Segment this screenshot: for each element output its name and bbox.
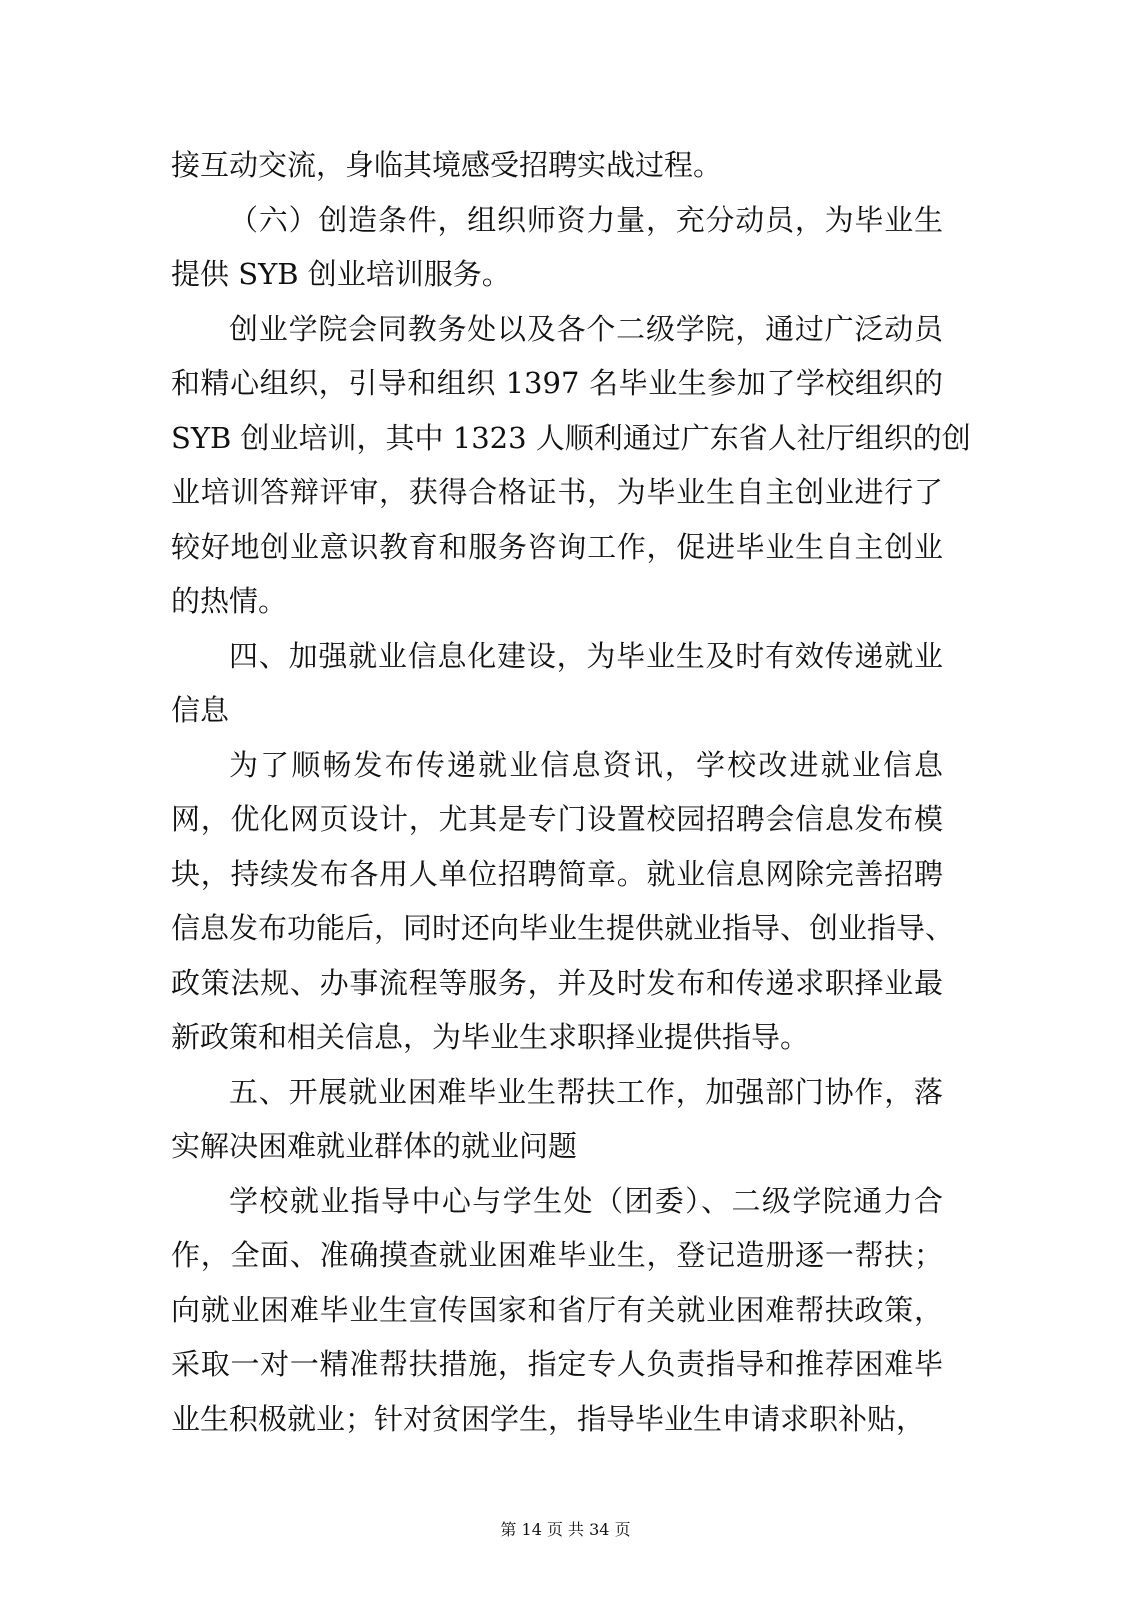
paragraph-line: 作，全面、准确摸查就业困难毕业生，登记造册逐一帮扶； [171, 1238, 943, 1272]
paragraph-line: （六）创造条件，组织师资力量，充分动员，为毕业生 [229, 202, 943, 237]
paragraph-line: 业生积极就业；针对贫困学生，指导毕业生申请求职补贴， [171, 1401, 926, 1436]
paragraph-line: 业培训答辩评审，获得合格证书，为毕业生自主创业进行了 [171, 475, 943, 509]
paragraph-line: 网，优化网页设计，尤其是专门设置校园招聘会信息发布模 [171, 802, 943, 836]
paragraph-line: 政策法规、办事流程等服务，并及时发布和传递求职择业最 [171, 965, 943, 1000]
paragraph-line: 五、开展就业困难毕业生帮扶工作，加强部门协作，落 [229, 1074, 943, 1109]
paragraph-line: 为了顺畅发布传递就业信息资讯，学校改进就业信息 [229, 747, 943, 782]
paragraph-line: 向就业困难毕业生宣传国家和省厅有关就业困难帮扶政策， [171, 1292, 943, 1327]
paragraph-line: 创业学院会同教务处以及各个二级学院，通过广泛动员 [229, 311, 943, 346]
paragraph-line: SYB 创业培训，其中 1323 人顺利通过广东省人社厅组织的创 [171, 420, 971, 455]
page-footer: 第 14 页 共 34 页 [500, 1520, 631, 1539]
paragraph-line: 学校就业指导中心与学生处（团委）、二级学院通力合 [229, 1183, 943, 1218]
paragraph-line: 信息发布功能后，同时还向毕业生提供就业指导、创业指导、 [171, 911, 955, 945]
document-body [171, 138, 971, 1446]
paragraph-line: 和精心组织，引导和组织 1397 名毕业生参加了学校组织的 [171, 366, 943, 400]
paragraph-line: 采取一对一精准帮扶措施，指定专人负责指导和推荐困难毕 [171, 1347, 943, 1381]
paragraph-line: 实解决困难就业群体的就业问题 [171, 1129, 578, 1163]
paragraph-line: 新政策和相关信息，为毕业生求职择业提供指导。 [171, 1020, 810, 1054]
paragraph-line: 信息 [171, 693, 230, 727]
paragraph-line: 较好地创业意识教育和服务咨询工作，促进毕业生自主创业 [171, 529, 943, 564]
paragraph-line: 提供 SYB 创业培训服务。 [171, 257, 511, 291]
paragraph-line: 的热情。 [171, 584, 288, 618]
paragraph-line: 四、加强就业信息化建设，为毕业生及时有效传递就业 [229, 638, 943, 673]
paragraph-line: 接互动交流，身临其境感受招聘实战过程。 [171, 148, 723, 182]
paragraph-line: 块，持续发布各用人单位招聘简章。就业信息网除完善招聘 [171, 856, 943, 891]
